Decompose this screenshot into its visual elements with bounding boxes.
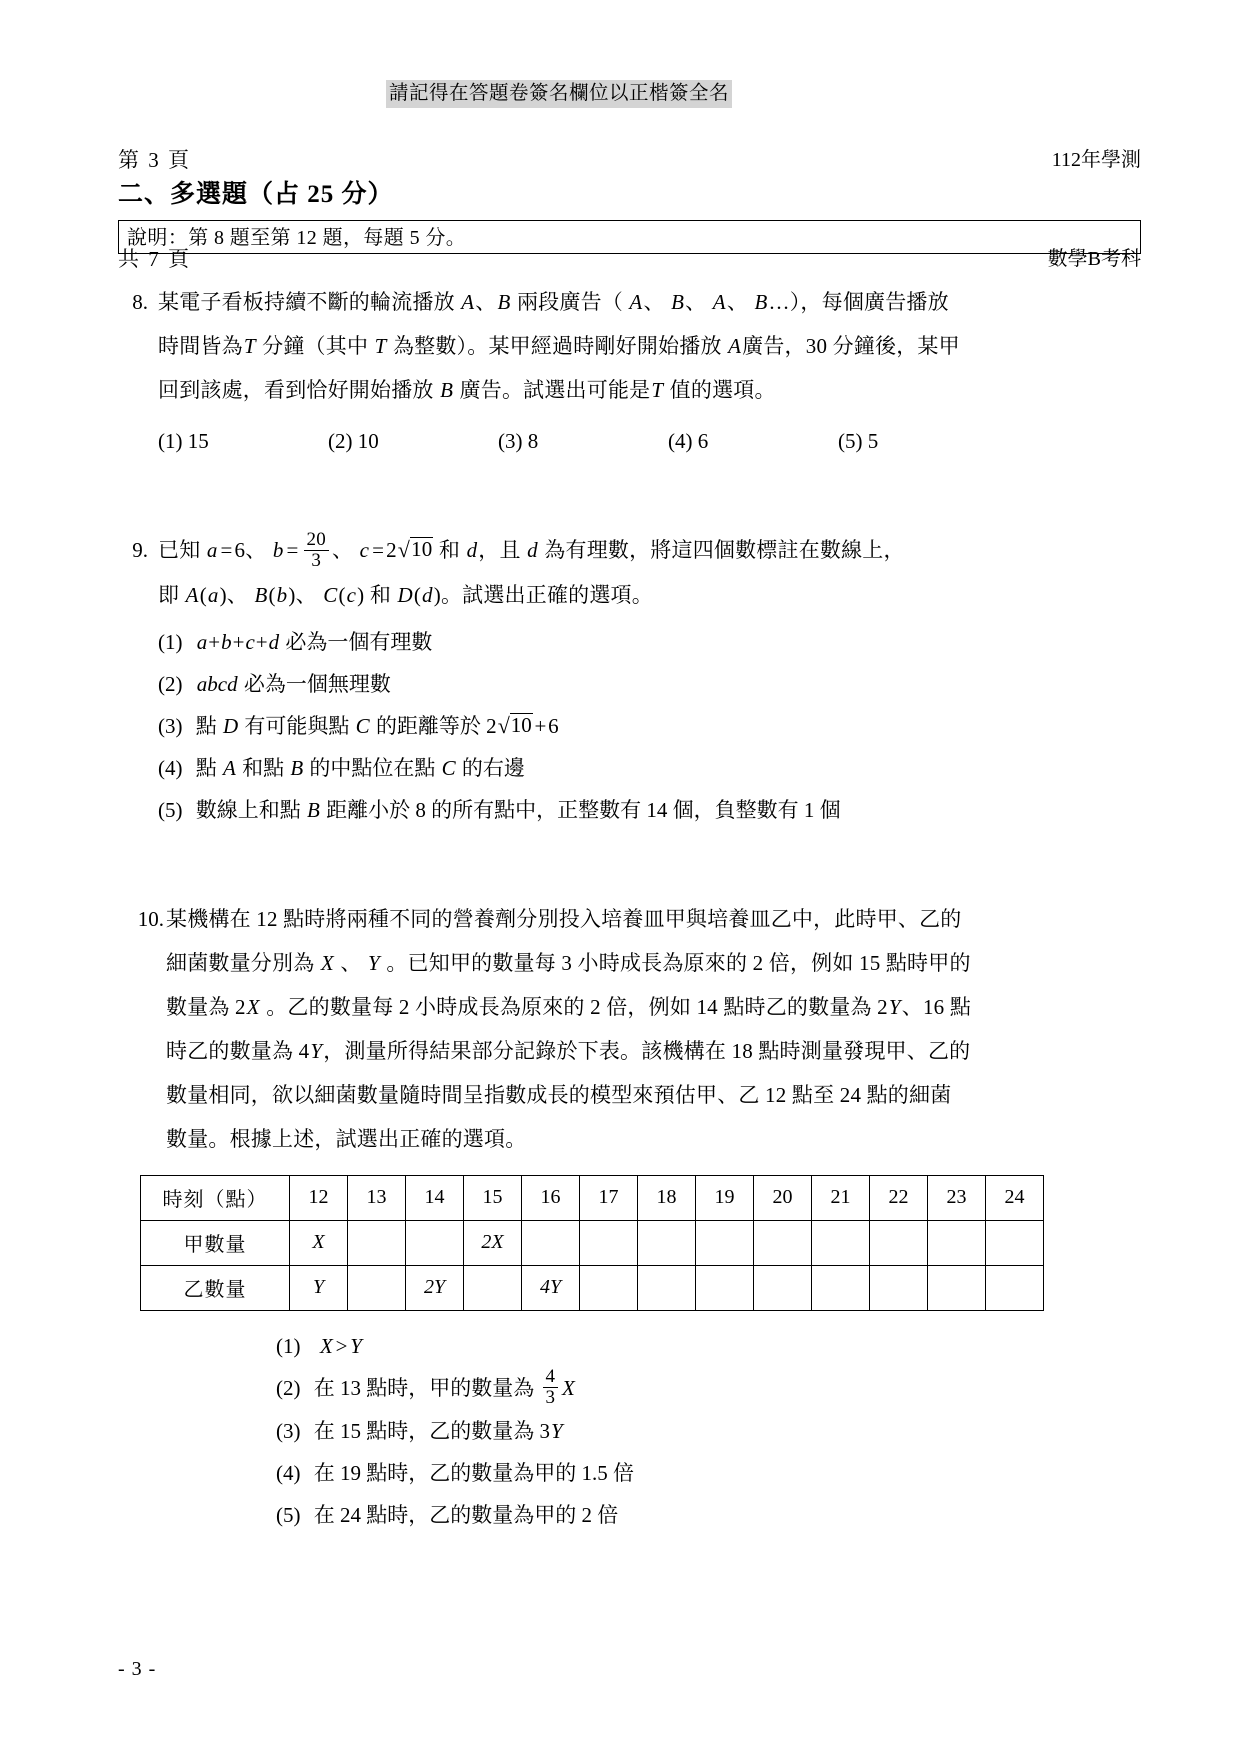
option-label: (1) [158, 629, 183, 654]
option-label: (2) [276, 1375, 301, 1400]
option-text: abcd 必為一個無理數 [196, 671, 391, 696]
yi-cell [870, 1265, 928, 1310]
page-number-block [118, 78, 191, 342]
time-cell: 24 [986, 1175, 1044, 1220]
question-9-line-1: 已知 a = 6、 b = $\frac{20}{3}$ 、 c = 2√10 和 d，且 d 為有理數，將這四個數標註在數線上， [158, 528, 905, 571]
yi-cell [464, 1265, 522, 1310]
time-cell: 16 [522, 1175, 580, 1220]
option-label: (4) [158, 755, 183, 780]
table-row-times [141, 1175, 1044, 1220]
time-cell: 17 [580, 1175, 638, 1220]
option-label: (4) [276, 1461, 301, 1486]
question-9-line-2: 即 A(a)、 B(b)、 C(c) 和 D(d)。試選出正確的選項。 [158, 582, 653, 607]
time-cell: 14 [406, 1175, 464, 1220]
option-text: 在 19 點時，乙的數量為甲的 1.5 倍 [308, 1461, 634, 1486]
question-10-number: 10. [137, 906, 164, 931]
question-10-option-5[interactable] [276, 1494, 1141, 1536]
question-8-option-1[interactable] [158, 420, 328, 462]
yi-cell: Y [290, 1265, 348, 1310]
question-10-line-4: 時乙的數量為 4Y，測量所得結果部分記錄於下表。該機構在 18 點時測量發現甲、乙的 [166, 1038, 971, 1063]
jia-cell [406, 1220, 464, 1265]
question-9-options [158, 621, 1141, 831]
question-8-option-5[interactable] [838, 420, 1008, 462]
jia-cell [986, 1220, 1044, 1265]
question-10-line-6: 數量。根據上述，試選出正確的選項。 [166, 1126, 527, 1151]
jia-cell [870, 1220, 928, 1265]
question-8 [118, 280, 1141, 462]
table-row-jia [141, 1220, 1044, 1265]
question-10-option-3[interactable] [276, 1410, 1141, 1452]
time-cell: 12 [290, 1175, 348, 1220]
yi-cell [754, 1265, 812, 1310]
question-10-line-2: 細菌數量分別為 X 、 Y 。已知甲的數量每 3 小時成長為原來的 2 倍，例如 15 點時甲的 [166, 950, 971, 975]
bacteria-count-table [140, 1175, 1044, 1311]
yi-cell [348, 1265, 406, 1310]
jia-cell [348, 1220, 406, 1265]
question-10-option-2[interactable] [276, 1367, 1141, 1411]
exam-year-label: 112年學測 [1051, 149, 1141, 171]
time-cell: 21 [812, 1175, 870, 1220]
question-9-option-2[interactable] [158, 663, 1141, 705]
question-9-option-5[interactable] [158, 789, 1141, 831]
option-text: 點 D 有可能與點 C 的距離等於 2√10 + 6 [190, 712, 559, 738]
yi-cell: 2Y [406, 1265, 464, 1310]
row-header-jia: 甲數量 [141, 1220, 290, 1265]
yi-cell [580, 1265, 638, 1310]
question-8-line-1: 某電子看板持續不斷的輪流播放 A、B 兩段廣告（ A、 B、 A、 B…），每個廣告播放 [158, 290, 949, 314]
page-total-label: 共 7 頁 [118, 247, 191, 271]
section-instruction: 說明：第 8 題至第 12 題，每題 5 分。 [118, 220, 1141, 254]
time-cell: 19 [696, 1175, 754, 1220]
question-9-option-1[interactable] [158, 621, 1141, 663]
spacer-after-q8 [118, 462, 1141, 528]
option-label: (5) [158, 797, 183, 822]
question-9 [118, 528, 1141, 831]
option-text: 15 [187, 429, 209, 453]
yi-cell: 4Y [522, 1265, 580, 1310]
question-8-option-2[interactable] [328, 420, 498, 462]
option-text: 8 [527, 429, 539, 453]
option-text: 在 13 點時，甲的數量為 $\frac{4}{3}$ X [308, 1366, 575, 1409]
signature-notice: 請記得在答題卷簽名欄位以正楷簽全名 [386, 80, 732, 108]
question-9-body [158, 528, 1141, 831]
question-10 [118, 897, 1141, 1161]
option-text: 10 [357, 429, 379, 453]
option-label: (2) [158, 671, 183, 696]
jia-cell [812, 1220, 870, 1265]
option-text: 5 [867, 429, 879, 453]
exam-info-block [1048, 78, 1141, 342]
row-header-time: 時刻（點） [141, 1175, 290, 1220]
time-cell: 22 [870, 1175, 928, 1220]
jia-cell [522, 1220, 580, 1265]
option-text: 點 A 和點 B 的中點位在點 C 的右邊 [190, 755, 525, 780]
question-8-option-3[interactable] [498, 420, 668, 462]
jia-cell: X [290, 1220, 348, 1265]
option-label: (1) [158, 429, 183, 453]
question-10-line-1: 某機構在 12 點時將兩種不同的營養劑分別投入培養皿甲與培養皿乙中，此時甲、乙的 [166, 906, 962, 931]
option-label: (5) [276, 1503, 301, 1528]
page-current-label: 第 3 頁 [118, 148, 191, 172]
exam-subject-label: 數學B考科 [1047, 248, 1141, 270]
option-label: (3) [498, 429, 523, 453]
question-9-number: 9. [132, 538, 148, 562]
jia-cell [580, 1220, 638, 1265]
question-10-options [276, 1325, 1141, 1537]
yi-cell [986, 1265, 1044, 1310]
jia-cell [928, 1220, 986, 1265]
question-10-option-1[interactable] [276, 1325, 1141, 1367]
option-label: (5) [838, 429, 863, 453]
time-cell: 18 [638, 1175, 696, 1220]
row-header-yi: 乙數量 [141, 1265, 290, 1310]
section-title: 二、多選題（占 25 分） [118, 181, 394, 208]
question-10-line-3: 數量為 2X 。乙的數量每 2 小時成長為原來的 2 倍，例如 14 點時乙的數量為 2Y、16 點 [166, 994, 972, 1019]
option-text: X > Y [320, 1333, 362, 1358]
question-8-options [158, 420, 1141, 462]
question-10-option-4[interactable] [276, 1452, 1141, 1494]
option-label: (1) [276, 1333, 301, 1358]
question-10-body [166, 897, 1141, 1161]
question-8-line-3: 回到該處，看到恰好開始播放 B 廣告。試選出可能是T 值的選項。 [158, 378, 776, 402]
jia-cell [696, 1220, 754, 1265]
yi-cell [638, 1265, 696, 1310]
option-label: (3) [158, 713, 183, 738]
option-text: 在 15 點時，乙的數量為 3Y [308, 1419, 563, 1444]
time-cell: 20 [754, 1175, 812, 1220]
jia-cell [638, 1220, 696, 1265]
question-8-body [158, 280, 1141, 462]
time-cell: 23 [928, 1175, 986, 1220]
option-text: 6 [697, 429, 709, 453]
time-cell: 13 [348, 1175, 406, 1220]
table-row-yi [141, 1265, 1044, 1310]
option-text: a+b+c+d 必為一個有理數 [196, 629, 433, 654]
question-8-option-4[interactable] [668, 420, 838, 462]
page-footer-marker: - 3 - [118, 1658, 157, 1680]
yi-cell [696, 1265, 754, 1310]
jia-cell [754, 1220, 812, 1265]
option-label: (3) [276, 1419, 301, 1444]
jia-cell: 2X [464, 1220, 522, 1265]
yi-cell [928, 1265, 986, 1310]
yi-cell [812, 1265, 870, 1310]
question-8-number: 8. [132, 290, 148, 314]
option-label: (4) [668, 429, 693, 453]
spacer-after-q9 [118, 831, 1141, 897]
question-9-option-3[interactable] [158, 705, 1141, 747]
question-10-line-5: 數量相同，欲以細菌數量隨時間呈指數成長的模型來預估甲、乙 12 點至 24 點的細菌 [166, 1082, 952, 1107]
option-text: 在 24 點時，乙的數量為甲的 2 倍 [308, 1503, 619, 1528]
question-9-option-4[interactable] [158, 747, 1141, 789]
option-text: 數線上和點 B 距離小於 8 的所有點中，正整數有 14 個，負整數有 1 個 [190, 797, 841, 822]
time-cell: 15 [464, 1175, 522, 1220]
option-label: (2) [328, 429, 353, 453]
question-8-line-2: 時間皆為T 分鐘（其中 T 為整數）。某甲經過時剛好開始播放 A廣告，30 分鐘後，某甲 [158, 334, 960, 358]
